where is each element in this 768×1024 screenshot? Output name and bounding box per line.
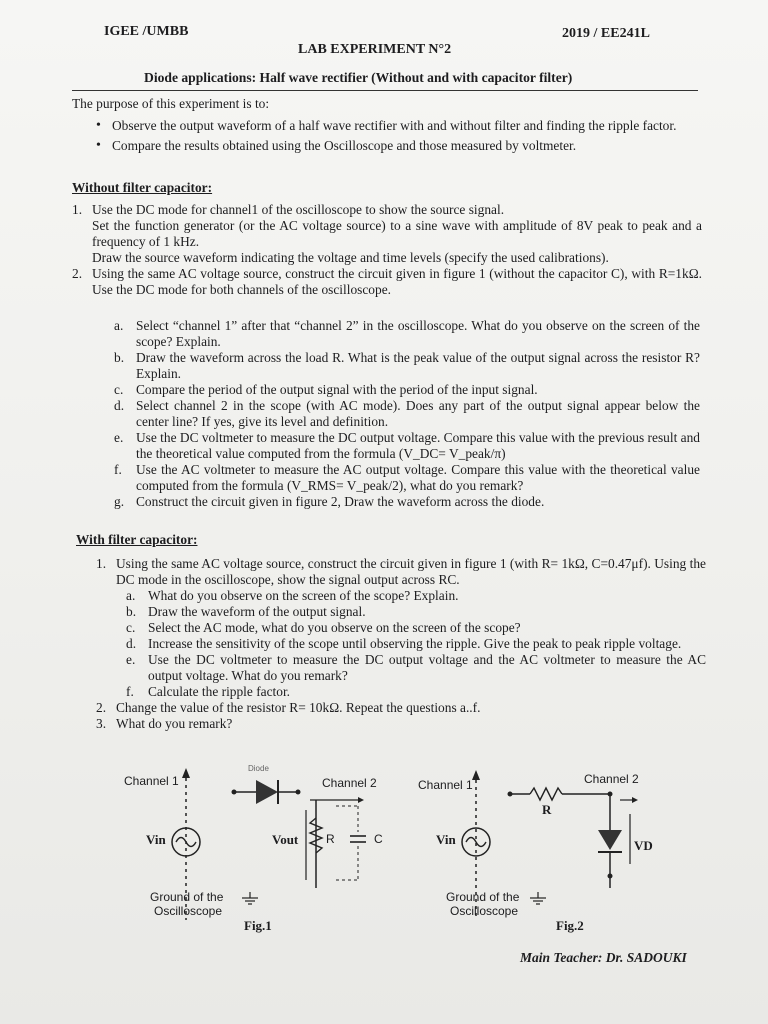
- subitem-text: Select the AC mode, what do you observe on the screen of the scope?: [148, 620, 521, 635]
- fig2-r-label: R: [542, 802, 552, 817]
- with-subitem-c: [126, 620, 706, 636]
- item-number: 2.: [96, 700, 107, 715]
- item-text: Set the function generator (or the AC voltage source) to a sine wave with amplitude of 8V peak to peak and a frequency of 1 kHz.: [92, 218, 702, 249]
- without-subitem-d: [114, 398, 700, 430]
- node-dot: [296, 790, 301, 795]
- node-dot: [608, 792, 613, 797]
- without-subitem-g: [114, 494, 700, 510]
- fig1-vout-label: Vout: [272, 832, 299, 847]
- fig1-c-label: C: [374, 832, 383, 846]
- fig2-channel2-label: Channel 2: [584, 772, 639, 786]
- purpose-bullet-text: Compare the results obtained using the Oscilloscope and those measured by voltmeter.: [112, 138, 577, 153]
- subitem-text: Draw the waveform across the load R. What is the peak value of the output signal across the resistor R? Explain.: [136, 350, 700, 381]
- subitem-letter: d.: [126, 636, 137, 651]
- subitem-text: Calculate the ripple factor.: [148, 684, 291, 699]
- channel2-arrow-icon: [632, 797, 638, 803]
- subitem-letter: e.: [126, 652, 136, 667]
- with-filter-section: [76, 532, 706, 732]
- item-text: Using the same AC voltage source, construct the circuit given in figure 1 (without the capacitor C), with R=1kΩ. Use the DC mode for both channels of the oscilloscope.: [92, 266, 702, 297]
- experiment-subtitle: Diode applications: Half wave rectifier (Without and with capacitor filter): [144, 70, 573, 85]
- fig2-channel1-label: Channel 1: [418, 778, 473, 792]
- fig2-vd-label: VD: [634, 838, 653, 853]
- item-text: What do you remark?: [116, 716, 233, 731]
- fig1-vin-label: Vin: [146, 832, 166, 847]
- with-item-3: [96, 716, 706, 732]
- subitem-letter: a.: [114, 318, 124, 333]
- purpose-bullet: [84, 118, 702, 134]
- subitem-text: Construct the circuit given in figure 2, Draw the waveform across the diode.: [136, 494, 545, 509]
- fig2-ground-label-2: Oscilloscope: [450, 904, 519, 918]
- item-text: Change the value of the resistor R= 10kΩ. Repeat the questions a..f.: [116, 700, 481, 715]
- without-item-2: [72, 266, 702, 298]
- subitem-text: Use the DC voltmeter to measure the DC output voltage. Compare this value with the previous result and the theoretical value computed from the formula (V_DC= V_peak/π): [136, 430, 700, 461]
- channel2-arrow-icon: [358, 797, 364, 803]
- with-item-2: [96, 700, 706, 716]
- fig2-vin-label: Vin: [436, 832, 456, 847]
- item-number: 1.: [96, 556, 107, 571]
- subitem-letter: d.: [114, 398, 125, 413]
- with-subitem-a: [126, 588, 706, 604]
- without-filter-section: [72, 180, 702, 510]
- resistor-icon: [530, 788, 562, 800]
- without-subitem-e: [114, 430, 700, 462]
- subitem-letter: g.: [114, 494, 125, 509]
- subitem-text: Draw the waveform of the output signal.: [148, 604, 366, 619]
- subitem-letter: b.: [126, 604, 137, 619]
- course-code-label: 2019 / EE241L: [562, 26, 650, 41]
- fig1-r-label: R: [326, 832, 335, 846]
- without-filter-heading: Without filter capacitor:: [72, 180, 213, 195]
- with-subitem-d: [126, 636, 706, 652]
- fig1-ground-label-2: Oscilloscope: [154, 904, 223, 918]
- subitem-letter: f.: [114, 462, 122, 477]
- header-divider: [72, 90, 698, 91]
- subitem-letter: b.: [114, 350, 125, 365]
- purpose-bullet-text: Observe the output waveform of a half wave rectifier with and without filter and finding the ripple factor.: [112, 118, 677, 133]
- subitem-text: Compare the period of the output signal with the period of the input signal.: [136, 382, 538, 397]
- purpose-intro: The purpose of this experiment is to:: [72, 96, 270, 111]
- item-number: 1.: [72, 202, 83, 217]
- fig1-ground-label-1: Ground of the: [150, 890, 224, 904]
- item-number: 2.: [72, 266, 83, 281]
- main-teacher-label: Main Teacher: Dr. SADOUKI: [520, 950, 687, 965]
- channel1-arrow-icon: [182, 768, 190, 778]
- without-subitem-f: [114, 462, 700, 494]
- without-subitem-c: [114, 382, 700, 398]
- fig2-caption: Fig.2: [556, 918, 584, 933]
- subitem-text: What do you observe on the screen of the scope? Explain.: [148, 588, 459, 603]
- fig1-channel2-label: Channel 2: [322, 776, 377, 790]
- subitem-letter: f.: [126, 684, 134, 699]
- fig1-diode-label: Diode: [248, 764, 269, 773]
- channel1-arrow-icon: [472, 770, 480, 780]
- subitem-text: Use the DC voltmeter to measure the DC output voltage and the AC voltmeter to measure the AC output voltage. What do you remark?: [148, 652, 706, 683]
- with-subitem-f: [126, 684, 706, 700]
- with-filter-heading: With filter capacitor:: [76, 532, 198, 547]
- without-item-1: [72, 202, 702, 266]
- with-subitem-e: [126, 652, 706, 684]
- fig2-ground-label-1: Ground of the: [446, 890, 520, 904]
- subitem-text: Select channel 2 in the scope (with AC mode). Does any part of the output signal appear below the center line? If yes, give its level and definition.: [136, 398, 700, 429]
- node-dot: [232, 790, 237, 795]
- experiment-title: LAB EXPERIMENT N°2: [298, 42, 452, 57]
- sine-wave-icon: [176, 838, 196, 847]
- purpose-section: [72, 96, 702, 154]
- fig1-caption: Fig.1: [244, 918, 272, 933]
- item-number: 3.: [96, 716, 107, 731]
- diode-icon: [598, 830, 622, 850]
- subitem-text: Select “channel 1” after that “channel 2” in the oscilloscope. What do you observe on the screen of the scope? Explain.: [136, 318, 700, 349]
- subitem-letter: c.: [126, 620, 136, 635]
- item-text: Draw the source waveform indicating the voltage and time levels (specify the used calibrations).: [92, 250, 609, 265]
- item-text: Using the same AC voltage source, construct the circuit given in figure 1 (with R= 1kΩ, C=0.47μf). Using the DC mode in the oscilloscope, show the signal output across RC.: [116, 556, 706, 587]
- fig1-channel1-label: Channel 1: [124, 774, 179, 788]
- with-subitem-b: [126, 604, 706, 620]
- subitem-text: Increase the sensitivity of the scope until observing the ripple. Give the peak to peak ripple voltage.: [148, 636, 682, 651]
- subitem-letter: c.: [114, 382, 124, 397]
- without-subitem-b: [114, 350, 700, 382]
- subitem-letter: a.: [126, 588, 136, 603]
- without-subitem-a: [114, 318, 700, 350]
- node-dot: [608, 874, 613, 879]
- institution-label: IGEE /UMBB: [104, 24, 189, 39]
- diode-icon: [256, 780, 278, 804]
- with-item-1: [96, 556, 706, 700]
- item-text: Use the DC mode for channel1 of the oscilloscope to show the source signal.: [92, 202, 505, 217]
- subitem-text: Use the AC voltmeter to measure the AC output voltage. Compare this value with the theoretical value computed from the formula (V_RMS= V_peak/2), what do you remark?: [136, 462, 700, 493]
- node-dot: [508, 792, 513, 797]
- purpose-bullet: [84, 138, 702, 154]
- subitem-letter: e.: [114, 430, 124, 445]
